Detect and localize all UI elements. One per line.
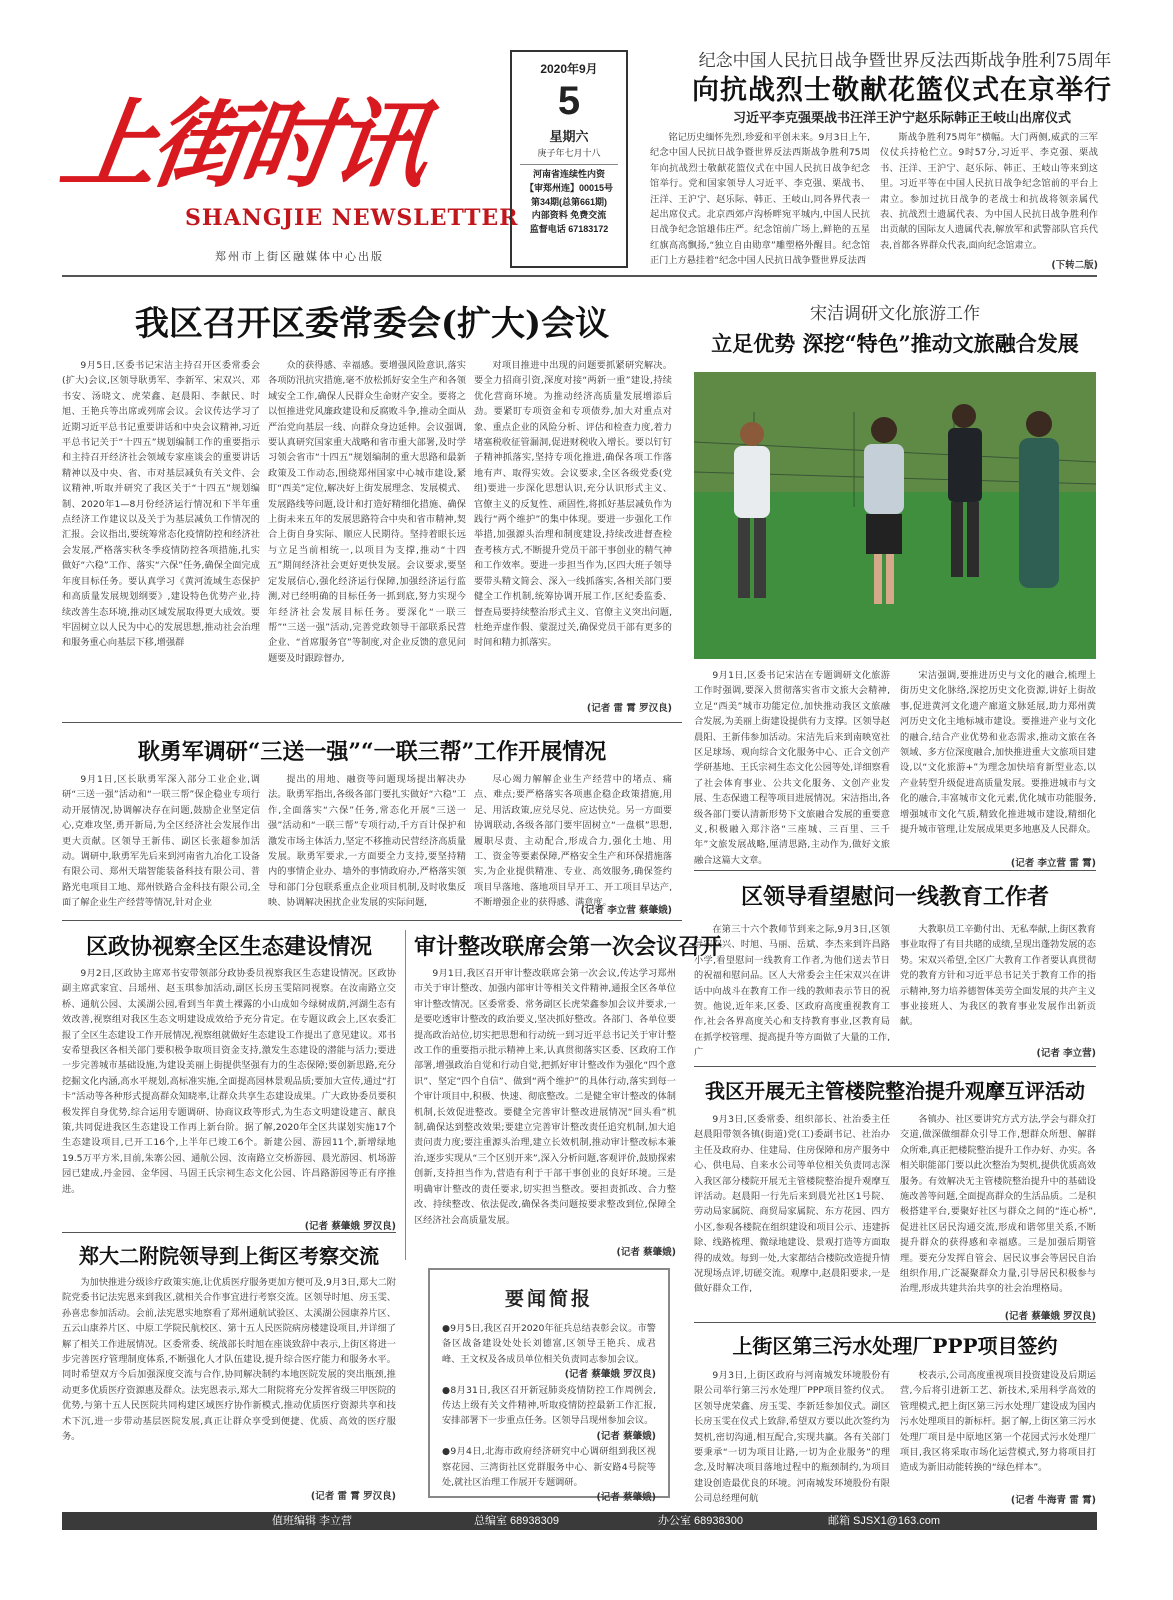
article-4-column-1: 在第三十六个教师节到来之际,9月3日,区领导宋双兴、时旭、马丽、岳斌、李杰来到许昌路小学,看望慰问一线教育工作者,为他们送去节日的祝福和慰问品。区人大常委会主任宋双兴在讲话中向战斗在教育工作一线的教师表示节日的祝贺。他说,近年来,区委、区政府高度重视教育工作,社会各界高度关心和支持教育事业,区教育局在抓学校管理、提高提升等方面做了大量的工作,广 xyxy=(694,924,890,1059)
lead-kicker: 纪念中国人民抗日战争暨世界反法西斯战争胜利75周年 xyxy=(698,51,1112,71)
vertical-divider xyxy=(405,930,406,1260)
news-brief-box xyxy=(428,1268,670,1504)
brief-item: ●9月4日,北海市政府经济研究中心调研组到我区视察花园、三湾街社区党群服务中心、新安路4号院等处,就社区治理工作展开专题调研。 xyxy=(442,1446,656,1489)
news-brief-title: 要闻简报 xyxy=(504,1288,593,1310)
footer-editor: 值班编辑 李立营 xyxy=(272,1515,353,1527)
lead-jump: (下转二版) xyxy=(1051,260,1098,271)
article-5-headline: 区政协视察全区生态建设情况 xyxy=(85,934,372,960)
article-6-byline: (记者 蔡肇娥) xyxy=(616,1247,676,1258)
registration-number: 【审郑州连】00015号 xyxy=(524,182,614,193)
article-2-column-2: 宋洁强调,要推进历史与文化的融合,梳理上街历史文化脉络,深挖历史文化资源,讲好上街故事,促进黄河文化遗产廊道文脉延展,助力郑州黄河历史文化主地标城市建设。要推进产业与文化的融合,结合产业优势和业态需求,推动文旅在各领域、多方位深度融合,加快推进重大文旅项目建设,以“文化旅游+”为理念加快培育新型业态,以产业转型升级促进高质量发展。要推进城市与文化的融合,丰富城市文化元素,优化城市功能服务,增强城市文化气质,精致化推进城市建设,精细化提升城市管理,让发展成果更多地惠及人民群众。 xyxy=(900,670,1096,836)
article-4-column-2: 大教职员工辛勤付出、无私奉献,上街区教育事业取得了有目共睹的成绩,呈现出蓬勃发展的态势。宋双兴希望,全区广大教育工作者要认真贯彻党的教育方针和习近平总书记关于教育工作的指示精神,努力培养德智体美劳全面发展的共产主义事业接班人、为我区的教育事业发展作出新贡献。 xyxy=(900,924,1096,1028)
article-5-body: 9月2日,区政协主席邓书安带领部分政协委员视察我区生态建设情况。区政协副主席武家宜、吕瑶州、赵玉琪参加活动,副区长房玉雯陪同视察。在汝南路立交桥、通航公园、太溪湖公园,看到当年黄土裸露的小山成如今绿树成荫,河湖生态有效改善,视察组对我区生态文明建设成效给予充分肯定。在专题议政会上,区农委汇报了全区生态建设工作开展情况,视察组就做好生态建设工作提出了意见建议。邓书安希望我区各相关部门要积极争取项目资金支持,激发生态建设的潜能与活力;要进一步完善城市基础设施,为建设美丽上街提供坚强有力的生态保障;要创新思路,充分挖掘文化内涵,高水平规划,高标准实施,全面提高园林景观品质;要加大宣传,通过“打卡”活动等各种形式提高群众知晓率,让群众共享生态建设成果。广大政协委员要积极发挥自身优势,综合运用专题调研、协商议政等形式,为生态文明建设建言、献良策,共同促进我区生态建设工作再上新台阶。据了解,2020年全区共谋划实施17个生态建设项目,已开工16个,上半年已竣工6个。新建公园、游园11个,新增绿地19.5万平方米,目前,朱寨公园、通航公园、汝南路立交桥游园、晨光游园、机场游园已建成,丹金园、金华园、马固王氏宗祠生态文化公园、许昌路游园等正有序推进。 xyxy=(62,968,396,1195)
article-7-column-2: 各镇办、社区要讲究方式方法,学会与群众打交道,做深做细群众引导工作,想群众所想、解群众所难,真正把楼院整治提升工作办好、办实。各相关职能部门要以此次整治为契机,提供优质高效服务。有效解决无主管楼院整治提升中的基础设施改善等问题,全面提高群众的生活品质。二是积极搭建平台,要聚好社区与群众之间的“连心桥”,促进社区居民沟通交流,形成和谐邻里关系,不断提升群众的获得感和幸福感。三是加强后期管理。要充分发挥自管会、居民议事会等居民自治组织作用,广泛凝聚群众力量,引导居民积极参与治理,形成共建共治共享的社会治理格局。 xyxy=(900,1114,1096,1295)
article-2-column-1: 9月1日,区委书记宋洁在专题调研文化旅游工作时强调,要深入贯彻落实省市文旅大会精神,立足“西美”城市功能定位,加快推动我区文旅融合发展,为美丽上街建设提供有力支撑。区领导赵晨阳、王新伟参加活动。宋洁先后来到南映宽社区足球场、观向综合文化服务中心、正合文创产学研基地、王氏宗祠生态文化公园等处,详细察看了社会体育事业、公共文化服务、文创产业发展、生态保遗工程等项目进展情况。宋洁指出,各级各部门要认清新形势下文旅融合发展的重要意义,积极融入郑汴洛“三座城、三百里、三千年”文旅发展战略,厘清思路,主动作为,做好文旅融合这篇大文章。 xyxy=(694,670,890,866)
footer-office: 办公室 68938300 xyxy=(658,1515,743,1527)
article-8-body: 为加快推进分级诊疗政策实施,让优质医疗服务更加方便可及,9月3日,郑大二附院党委书记法宪恩来到我区,就相关合作事宜进行考察交流。区领导时旭、房玉雯、孙喜忠参加活动。会前,法宪恩实地察看了郑州通航试验区、太溪湖公园康养片区、五云山康养片区、中原工学院民航校区、第十五人民医院病房楼建设项目,并详细了解了相关工作进展情况。区委常委、统战部长时旭在座谈致辞中表示,上街区将进一步完善医疗管理制度体系,不断强化人才队伍建设,提升综合医疗能力和服务水平。同时希望双方今后加强深度交流与合作,协同解决制约本地医院发展的突出瓶颈,推动更多优质医疗资源惠及群众。法宪恩表示,郑大二附院将充分发挥省级三甲医院的优势,与第十五人民医院共同构建区域医疗协作新模式,推动优质医疗资源共享和技术下沉,进一步带动基层医院发展,真正让群众享受到便捷、优质、高效的医疗服务。 xyxy=(62,1277,396,1443)
article-3-column-3: 尽心竭力解解企业生产经营中的堵点、痛点、难点;要严格落实各项惠企稳企政策措施,用足、用活政策,应兑尽兑、应达快兑。另一方面要协调联动,各级各部门要牢固树立“一盘棋”思想,履职尽责、主动配合,形成合力,强化土地、用工、资金等要素保障,严格安全生产和环保措施落实,为企业提供精准、专业、高效服务,确保签约项目早落地、落地项目早开工、开工项目早达产,不断增强企业的获得感、满意度。 xyxy=(474,774,672,909)
lead-column-2: 斯战争胜利75周年”横幅。大门两侧,威武的三军仪仗兵持枪伫立。9时57分,习近平、李克强、栗战书、汪洋、王沪宁、赵乐际、韩正、王岐山等来到这里。习近平等在中国人民抗日战争纪念馆前的平台上肃立。参加过抗日战争的老战士和抗战将领亲属代表、抗战烈士遗属代表、为中国人民抗日战争胜利作出贡献的国际友人遗属代表,解放军和武警部队官兵代表,首都各界群众代表,面向纪念馆肃立。 xyxy=(880,132,1098,251)
article-6-headline: 审计整改联席会第一次会议召开 xyxy=(414,934,723,960)
article-7-headline: 我区开展无主管楼院整治提升观摩互评活动 xyxy=(705,1079,1085,1103)
article-9-column-2: 校表示,公司高度重视项目投资建设及后期运营,今后将引进新工艺、新技术,采用科学高效的管理模式,把上街区第三污水处理厂建设成为国内污水处理项目的新标杆。据了解,上街区第三污水处理厂项目是中原地区第一个花园式污水处理厂项目,我区将采取市场化运营模式,努力将项目打造成为新旧动能转换的“绿色样本”。 xyxy=(900,1370,1096,1474)
article-2-byline: (记者 李立营 雷 霄) xyxy=(1010,858,1096,869)
article-1-column-2: 众的获得感、幸福感。要增强风险意识,落实各项防汛抗灾措施,毫不放松抓好安全生产和各领域安全工作,确保人民群众生命财产安全。要将之以恒推进党风廉政建设和反腐败斗争,推动全面从严治党向基层一线、向群众身边延伸。会议强调,要认真研究国家重大战略和省市重大部署,及时学习领会省市“十四五”规划编制的重大思路和最新政策及工作动态,围绕郑州国家中心城市建设,紧盯“西美”定位,解决好上街发展理念、发展模式、发展路线等问题,设计和打造好精细化措施、确保上街未来五年的发展思路符合中央和省市精神,契合上街自身实际、顺应人民期待。坚持着眼长远与立足当前相统一,以项目为支撑,推动“十四五”期间经济社会更好更快发展。会议要求,要坚定发展信心,强化经济运行保障,加强经济运行监测,对已经明确的目标任务一抓到底,努力实现今年经济社会发展目标任务。要深化“一联三帮”“三送一强”活动,完善党政领导干部联系民营企业、“首席服务官”等制度,对企业反馈的意见问题要及时跟踪督办, xyxy=(268,360,466,664)
registration: 河南省连续性内资 xyxy=(532,168,605,179)
footer-chief-office: 总编室 68938309 xyxy=(474,1515,559,1527)
date-year-month: 2020年9月 xyxy=(540,62,598,76)
news-photo xyxy=(694,372,1096,659)
article-9-byline: (记者 牛海青 雷 霄) xyxy=(1010,1495,1096,1506)
date-weekday: 星期六 xyxy=(549,128,589,144)
article-5-byline: (记者 蔡肇娥 罗汉良) xyxy=(304,1221,396,1232)
masthead-english-title: SHANGJIE NEWSLETTER xyxy=(185,205,519,231)
article-1-column-3: 对项目推进中出现的问题要抓紧研究解决。要全力招商引资,深度对接“两新一重”建设,持续优化营商环境。为推动经济高质量发展增添后劲。要紧盯专项资金和专项债券,加大对重点对象、重点企业的风险分析、评估和检查力度,着力堵塞税收征管漏洞,促进财税收入增长。要以钉钉子精神抓落实,坚持专项化推进,确保各项工作落地有声、取得实效。会议要求,全区各级党委(党组)要进一步深化思想认识,充分认识形式主义、官僚主义的反复性、顽固性,将抓好基层减负作为践行“两个维护”的集中体现。要进一步强化工作举措,加强源头治理和制度建设,持续改进督查检查考核方式,不断提升党员干部干事创业的精气神和工作效率。要进一步担当作为,区四大班子领导要带头精文简会、深入一线抓落实,各相关部门要健全工作机制,统筹协调开展工作,区纪委监委、督查局要持续整治形式主义、官僚主义突出问题,杜绝弄虚作假、蒙混过关,确保党员干部有更多的时间和精力抓落实。 xyxy=(474,360,672,649)
lead-headline: 向抗战烈士敬献花篮仪式在京举行 xyxy=(692,75,1112,106)
publisher-line: 郑州市上街区融媒体中心出版 xyxy=(215,250,384,263)
news-brief-items xyxy=(430,1311,668,1504)
date-lunar: 庚子年七月十八 xyxy=(537,147,601,158)
brief-item-byline: (记者 蔡肇娥 罗汉良) xyxy=(564,1369,656,1381)
masthead-logo: 上街时讯 xyxy=(54,88,431,201)
article-2-headline: 立足优势 深挖“特色”推动文旅融合发展 xyxy=(711,331,1079,356)
article-3-byline: (记者 李立营 蔡肇娥) xyxy=(580,905,672,916)
article-9-column-1: 9月3日,上街区政府与河南城发环境股份有限公司举行第三污水处理厂PPP项目签约仪式。区领导虎荣鑫、房玉雯、李新廷参加仪式。副区长房玉雯在仪式上致辞,希望双方要以此次签约为契机,密切沟通,相互配合,实现共赢。各有关部门要秉承“一切为项目让路,一切为企业服务”的理念,及时解决项目落地过程中的瓶颈制约,为项目建设创造最优良的环境。河南城发环境股份有限公司总经理何航 xyxy=(694,1370,890,1505)
article-1-headline: 我区召开区委常委会(扩大)会议 xyxy=(134,304,610,344)
hotline: 监督电话 67183172 xyxy=(529,224,609,235)
brief-item-byline: (记者 蔡肇娥) xyxy=(596,1492,656,1504)
article-3-column-1: 9月1日,区长耿勇军深入部分工业企业,调研“三送一强”活动和“一联三帮”保企稳业专项行动开展情况,协调解决存在问题,鼓励企业坚定信心,克难攻坚,勇开新局,为全区经济社会发展作出更大贡献。区领导王新伟、副区长张超参加活动。调研中,耿勇军先后来到河南省九冶化工设备有限公司、郑州天瑞智能装备科技有限公司、普路光电项目工地、郑州铁路合金科技有限公司,全面了解企业生产经营等情况,针对企业 xyxy=(62,774,260,909)
article-8-byline: (记者 雷 霄 罗汉良) xyxy=(310,1491,396,1502)
divider-4 xyxy=(694,1066,1096,1067)
divider-1 xyxy=(62,722,682,723)
date-box xyxy=(510,50,628,268)
article-1-column-1: 9月5日,区委书记宋洁主持召开区委常委会(扩大)会议,区领导耿勇军、李新军、宋双兴、邓书安、汤晓文、虎荣鑫、赵晨阳、李献民、时旭、王艳兵等出席或列席会议。会议传达学习了近期习近平总书记重要讲话和中央会议精神,习近平总书记关于“十四五”规划编制工作的重要指示和主持召开经济社会领域专家座谈会的重要讲话精神以及中央、省、市对基层减负有关文件、会议精神,听取并研究了我区关于“十四五”规划编制、2020年1—8月份经济运行情况和下半年重点经济工作建议以及关于为基层减负工作情况的汇报。会议指出,要统筹常态化疫情防控和经济社会发展,严格落实秋冬季疫情防控各项措施,扎实做好“六稳”工作、落实“六保”任务,确保全面完成年度目标任务。要认真学习《黄河流域生态保护和高质量发展规划纲要》,建设特色优势产业,持续改善生态环境,推动区域发展取得更大成效。要牢固树立以人民为中心的发展思想,推动社会治理和服务重心向基层下移,增强群 xyxy=(62,360,260,649)
article-4-byline: (记者 李立营) xyxy=(1036,1048,1096,1059)
article-7-column-1: 9月3日,区委常委、组织部长、社治委主任赵晨阳带领各镇(街道)党(工)委副书记、社治办主任及政府办、住建局、住房保障和房产服务中心、供电局、自来水公司等单位相关负责同志深入我区部分楼院开展无主管楼院整治提升观摩互评活动。赵晨阳一行先后来到晨光社区1号院、劳动局家属院、商贸局家属院、东方花园、四方小区,参观各楼院在组织建设和项目公示、违建拆除、线路梳理、微绿地建设、景观打造等方面取得的成效。每到一处,大家都结合楼院改造提升情况现场点评,切磋交流。观摩中,赵晨阳要求,一是做好群众工作, xyxy=(694,1114,890,1295)
article-8-headline: 郑大二附院领导到上街区考察交流 xyxy=(79,1244,379,1268)
masthead-divider xyxy=(62,275,1097,277)
article-2-kicker: 宋洁调研文化旅游工作 xyxy=(810,304,980,324)
brief-item: ●9月5日,我区召开2020年征兵总结表彰会议。市警备区战备建设处处长刘德富,区领导王艳兵、成君峰、王文权及各成员单位相关负责同志参加会议。 xyxy=(442,1323,656,1365)
article-3-column-2: 提出的用地、融资等问题现场提出解决办法。耿勇军指出,各级各部门要扎实做好“六稳”工作,全面落实“六保”任务,常态化开展“三送一强”活动和“一联三帮”专项行动,千方百计保护和激发市场主体活力,坚定不移推动民营经济高质量发展。耿勇军要求,一方面要全力支持,要坚持精内的事情企业办、墙外的事情政府办,严格落实领导和部门分包联系重点企业项目机制,及时收集反映、协调解决困扰企业发展的实际问题, xyxy=(268,774,466,909)
issue-number: 第34期(总第661期) xyxy=(530,196,608,207)
article-1-byline: (记者 雷 霄 罗汉良) xyxy=(586,703,672,714)
article-3-headline: 耿勇军调研“三送一强”“一联三帮”工作开展情况 xyxy=(137,739,607,765)
divider-2 xyxy=(694,870,1096,871)
divider-3 xyxy=(62,920,682,921)
article-7-byline: (记者 蔡肇娥 罗汉良) xyxy=(1004,1311,1096,1322)
footer-bar xyxy=(62,1512,1097,1530)
photo-illustration xyxy=(694,372,1096,659)
divider-6 xyxy=(694,1322,1096,1323)
article-6-body: 9月1日,我区召开审计整改联席会第一次会议,传达学习郑州市关于审计整改、加强内部审计等相关文件精神,通报全区各单位审计整改情况。区委常委、常务副区长虎荣鑫参加会议并要求,一是要吃透审计整改的政治要义,坚决抓好整改。各部门、各单位要提高政治站位,切实把思想和行动统一到习近平总书记关于审计整改工作的重要指示批示精神上来,认真贯彻落实区委、区政府工作部署,增强政治自觉和行动自觉,把抓好审计整改作为强化“四个意识”、坚定“四个自信”、做到“两个维护”的具体行动,落实到每一个审计项目中,积极、快速、彻底整改。二是健全审计整改的体制机制,长效促进整改。要健全完善审计整改进展情况“回头看”机制,确保达到整改效果;要建立完善审计整改责任追究机制,加大追责问责力度;要注重源头治理,建立长效机制,推动审计整改标本兼治,逐步实现从“三个区别开来”,深入分析问题,客观评价,鼓励探索创新,支持担当作为,营造有利于干部干事创业的良好环境。三是明确审计整改的责任要求,切实担当整改。要担责抓改、合力整改、持续整改、依法促改,确保各类问题按要求整改到位,保障全区经济社会高质量发展。 xyxy=(414,968,676,1226)
divider-5 xyxy=(62,1232,396,1233)
lead-subhead: 习近平李克强栗战书汪洋王沪宁赵乐际韩正王岐山出席仪式 xyxy=(732,111,1071,126)
brief-item: ●8月31日,我区召开新冠肺炎疫情防控工作周例会,传达上级有关文件精神,听取疫情防控最新工作汇报,安排部署下一步重点任务。区领导吕现州参加会议。 xyxy=(442,1384,656,1427)
footer-email: 邮箱 SJSX1@163.com xyxy=(828,1515,941,1527)
brief-item-byline: (记者 蔡肇娥) xyxy=(596,1430,656,1442)
distribution-note: 内部资料 免费交流 xyxy=(531,210,607,221)
date-day: 5 xyxy=(557,78,581,123)
lead-column-1: 铭记历史缅怀先烈,珍爱和平创未来。9月3日上午,纪念中国人民抗日战争暨世界反法西斯战争胜利75周年向抗战烈士敬献花篮仪式在中国人民抗日战争纪念馆举行。党和国家领导人习近平、李克强、栗战书、汪洋、王沪宁、赵乐际、韩正、王岐山,同各界代表一起出席仪式。北京西郊卢沟桥畔宛平城内,中国人民抗日战争纪念馆雄伟庄严。纪念馆前广场上,鲜艳的五星红旗高高飘扬,“独立自由勋章”雕塑格外醒目。纪念馆正门上方悬挂着“纪念中国人民抗日战争暨世界反法西 xyxy=(650,132,870,267)
article-4-headline: 区领导看望慰问一线教育工作者 xyxy=(740,884,1049,910)
article-9-headline: 上街区第三污水处理厂PPP项目签约 xyxy=(732,1334,1058,1358)
